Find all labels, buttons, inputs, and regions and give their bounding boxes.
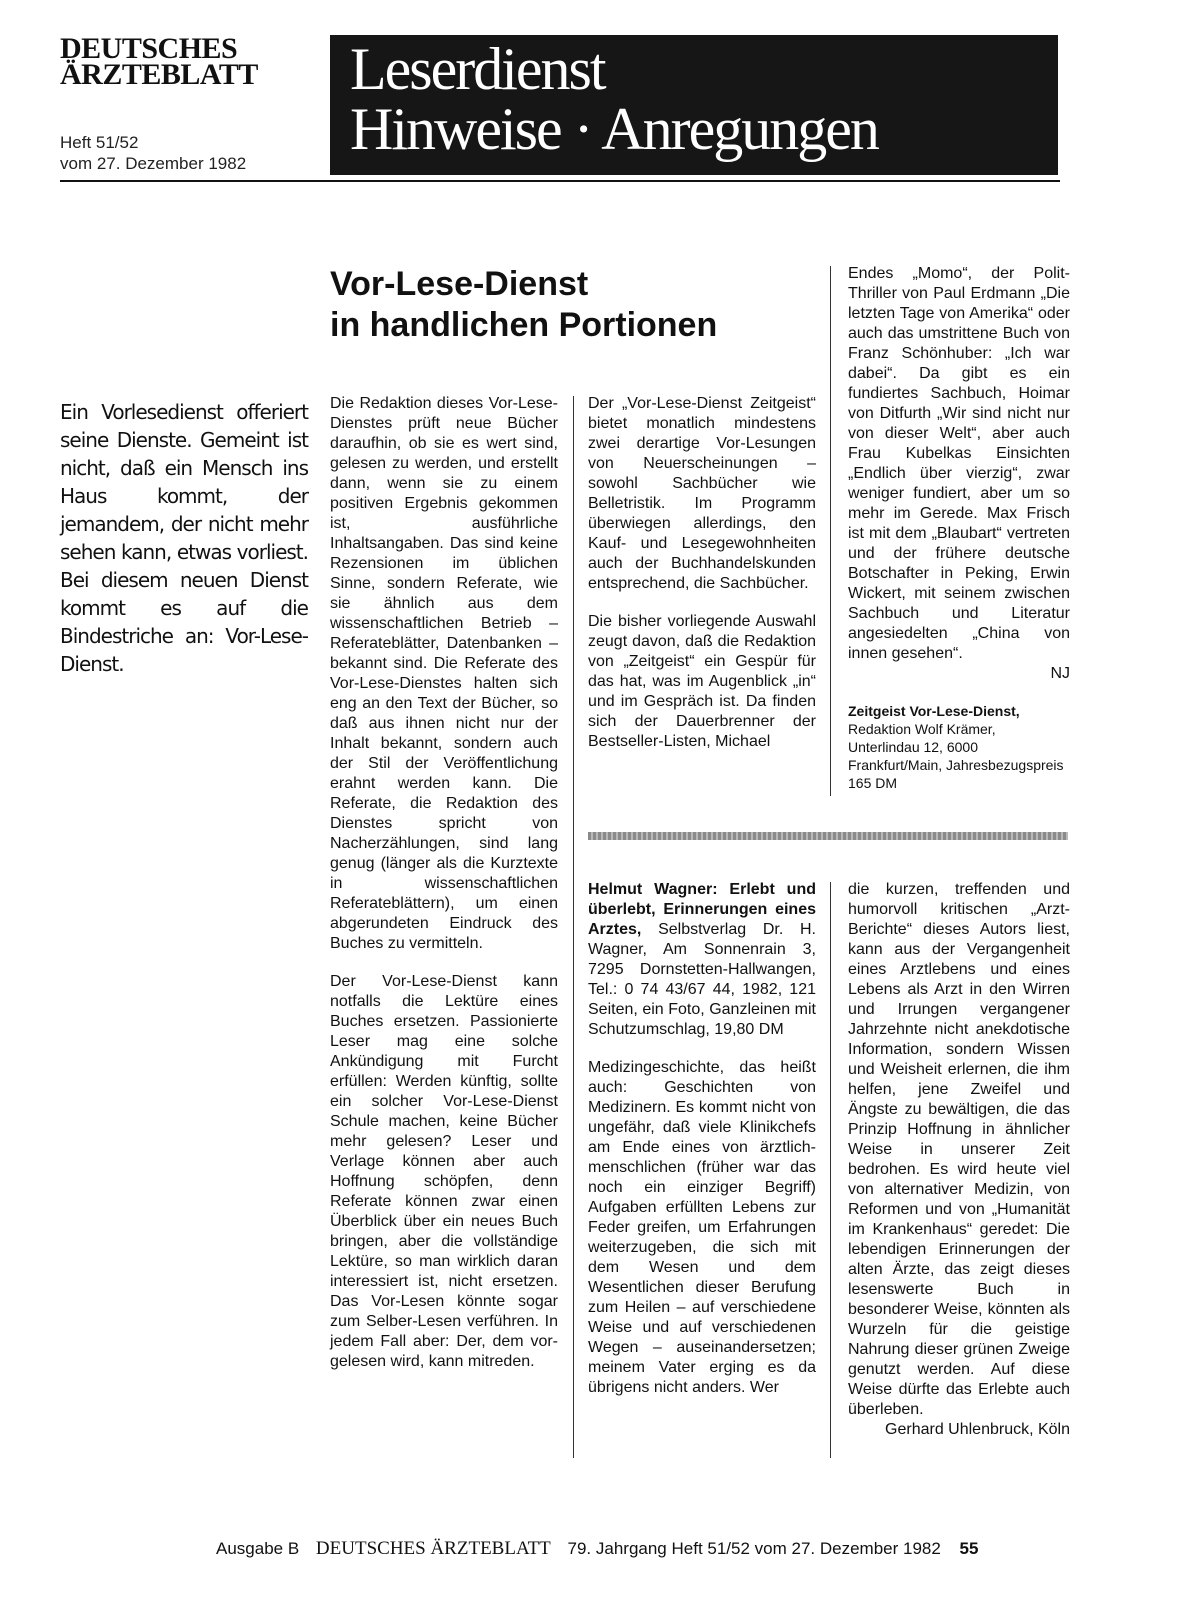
headline-line2: in handlichen Portionen <box>330 306 718 344</box>
publication-logo-line2: ÄRZTEBLATT <box>60 58 258 91</box>
publication-logo-line1: DEUTSCHES <box>60 32 238 65</box>
paragraph <box>848 880 1070 1440</box>
article-headline <box>330 264 810 346</box>
paragraph: Die bisher vorliegende Auswahl zeugt davon, daß die Redaktion von „Zeitgeist“ ein Gespür für das hat, was im Augenblick „in“ und im Gespräch ist. Da finden sich der Dauerbrenner der Bestseller-Listen, Michael <box>588 613 816 750</box>
paragraph <box>848 264 1070 684</box>
article-column-2 <box>588 394 816 752</box>
footer-issue-info: 79. Jahrgang Heft 51/52 vom 27. Dezember 1982 <box>567 1539 941 1558</box>
masthead <box>60 32 310 174</box>
column-divider <box>830 266 831 796</box>
publication-logo <box>60 32 310 91</box>
section-title: Leserdienst <box>350 36 605 102</box>
header-rule <box>60 180 1060 182</box>
author-initials: NJ <box>1050 665 1070 682</box>
paragraph-text: die kurzen, treffenden und humorvoll kritischen „Arzt-Berichte“ dieses Autors liest, kann aus der Vergangenheit eines Arztlebens und eines Lebens als Arzt in den Wirren und Irrungen vergangener Jahrzehnte nicht anekdotische Information, sondern Wissen und Weisheit erlernen, die ihm helfen, jene Zweifel und Ängste zu bewältigen, die das Prinzip Hoffnung in ähnlicher Weise in unserer Zeit bedrohen. Es wird heute viel von alternativer Medizin, von Reformen und von „Humanität im Krankenhaus“ geredet: Die lebendigen Erinnerungen der alten Ärzte, das zeigt dieses lesenswerte Buch in besonderer Weise, könnten als Wurzeln für die geistige Nahrung dieser grünen Zweige genutzt werden. Auf diese Weise dürfte das Erlebte auch überleben. <box>848 881 1070 1418</box>
page-footer <box>216 1538 1076 1560</box>
headline-line1: Vor-Lese-Dienst <box>330 265 589 303</box>
column-divider <box>573 396 574 1458</box>
section-banner <box>330 35 1058 175</box>
article-teaser: Ein Vorlesedienst offeriert seine Dienste. Gemeint ist nicht, daß ein Mensch ins Haus kommt, der jemandem, der nicht mehr sehen kann, etwas vorliest. Bei diesem neuen Dienst kommt es auf die Bindestriche an: Vor-Lese-Dienst. <box>60 400 308 676</box>
article-column-3 <box>848 264 1070 792</box>
paragraph-text: Endes „Momo“, der Polit-Thriller von Paul Erdmann „Die letzten Tage von Amerika“ oder auch das umstrittene Buch von Franz Schönhuber: „Ich war dabei“. Da gibt es ein fundiertes Sachbuch, Hoimar von Ditfurth „Wir sind nicht nur von dieser Welt“, aber auch Frau Kubelkas Einsichten „Endlich über vierzig“, zwar weniger fundiert, aber um so mehr im Gerede. Max Frisch ist mit dem „Blaubart“ vertreten und der frühere deutsche Botschafter in Peking, Erwin Wickert, mit seinem zwischen Sachbuch und Literatur angesiedelten „China von innen gesehen“. <box>848 265 1070 662</box>
article-column-1 <box>330 394 558 1372</box>
page-number: 55 <box>959 1539 979 1558</box>
review-author: Gerhard Uhlenbruck, Köln <box>885 1421 1070 1438</box>
paragraph: Der Vor-Lese-Dienst kann notfalls die Lektüre eines Buches ersetzen. Passionierte Leser mag eine solche Ankündigung mit Furcht erfüllen: Werden künftig, sollte ein solcher Vor-Lese-Dienst Schule machen, keine Bücher mehr gelesen? Leser und Verlage können aber auch Hoffnung schöpfen, denn Referate können zwar einen Überblick über ein neues Buch bringen, aber die vollständige Lektüre, so man wirklich daran interessiert ist, nicht ersetzen. Das Vor-Lesen könnte sogar zum Selber-Lesen verführen. In jedem Fall aber: Der, dem vor-gelesen wird, kann mitreden. <box>330 973 558 1370</box>
paragraph: Medizingeschichte, das heißt auch: Geschichten von Medizinern. Es kommt nicht von ungefähr, daß viele Klinikchefs am Ende eines von ärztlich-menschlichen (früher war das noch ein einziger Begriff) Aufgaben erfüllten Lebens zur Feder greifen, um Erfahrungen weiterzugeben, die sich mit dem Wesen und dem Wesentlichen dieser Berufung zum Heilen – auf verschiedene Weise und auf verschiedenen Wegen – auseinandersetzen; meinem Vater erging es da übrigens nicht anders. Wer <box>588 1059 816 1396</box>
paragraph: Die Redaktion dieses Vor-Lese-Dienstes prüft neue Bücher daraufhin, ob sie es wert sind, gelesen zu werden, und erstellt dann, wenn sie zu einem positiven Ergebnis gekommen ist, ausführliche Inhaltsangaben. Das sind keine Rezensionen im üblichen Sinne, sondern Referate, wie sie ähnlich aus dem wissenschaftlichen Betrieb – Referateblätter, Datenbanken – bekannt sind. Die Referate des Vor-Lese-Dienstes halten sich eng an den Text der Bücher, so daß aus ihnen nicht nur der Inhalt bekannt, sondern auch der Stil der Veröffentlichung erahnt werden kann. Die Referate, die Redaktion des Dienstes spricht von Nacherzählungen, sind lang genug (länger als die Kurztexte in wissenschaftlichen Referateblättern), um einen abgerundeten Eindruck des Buches zu vermitteln. <box>330 395 558 952</box>
publisher-info <box>848 702 1070 792</box>
publisher-details: Redaktion Wolf Krämer, Unterlindau 12, 6000 Frankfurt/Main, Jahresbezugspreis 165 DM <box>848 721 1064 791</box>
review-column-2 <box>848 880 1070 1440</box>
publisher-name: Zeitgeist Vor-Lese-Dienst, <box>848 703 1020 719</box>
book-reference <box>588 880 816 1040</box>
review-column-1 <box>588 880 816 1398</box>
issue-date: vom 27. Dezember 1982 <box>60 154 247 173</box>
footer-edition: Ausgabe B <box>216 1539 300 1558</box>
book-title: Helmut Wagner: Erlebt und überlebt, Erinnerungen eines Arztes, <box>588 881 816 938</box>
issue-number: Heft 51/52 <box>60 133 139 152</box>
issue-info <box>60 132 310 174</box>
section-subtitle: Hinweise · Anregungen <box>350 96 878 162</box>
section-divider <box>588 832 1068 840</box>
book-details: Selbstverlag Dr. H. Wagner, Am Sonnenrain 3, 7295 Dornstetten-Hallwangen, Tel.: 0 74 43/67 44, 1982, 121 Seiten, ein Foto, Ganzleinen mit Schutzumschlag, 19,80 DM <box>588 921 816 1038</box>
paragraph: Der „Vor-Lese-Dienst Zeitgeist“ bietet monatlich mindestens zwei derartige Vor-Lesungen von Neuerscheinungen – sowohl Sachbücher wie Belletristik. Im Programm überwiegen allerdings, den Kauf- und Lesegewohnheiten auch der Buchhandelskunden entsprechend, die Sachbücher. <box>588 395 816 592</box>
footer-publication: DEUTSCHES ÄRZTEBLATT <box>315 1538 551 1559</box>
column-divider <box>830 882 831 1458</box>
